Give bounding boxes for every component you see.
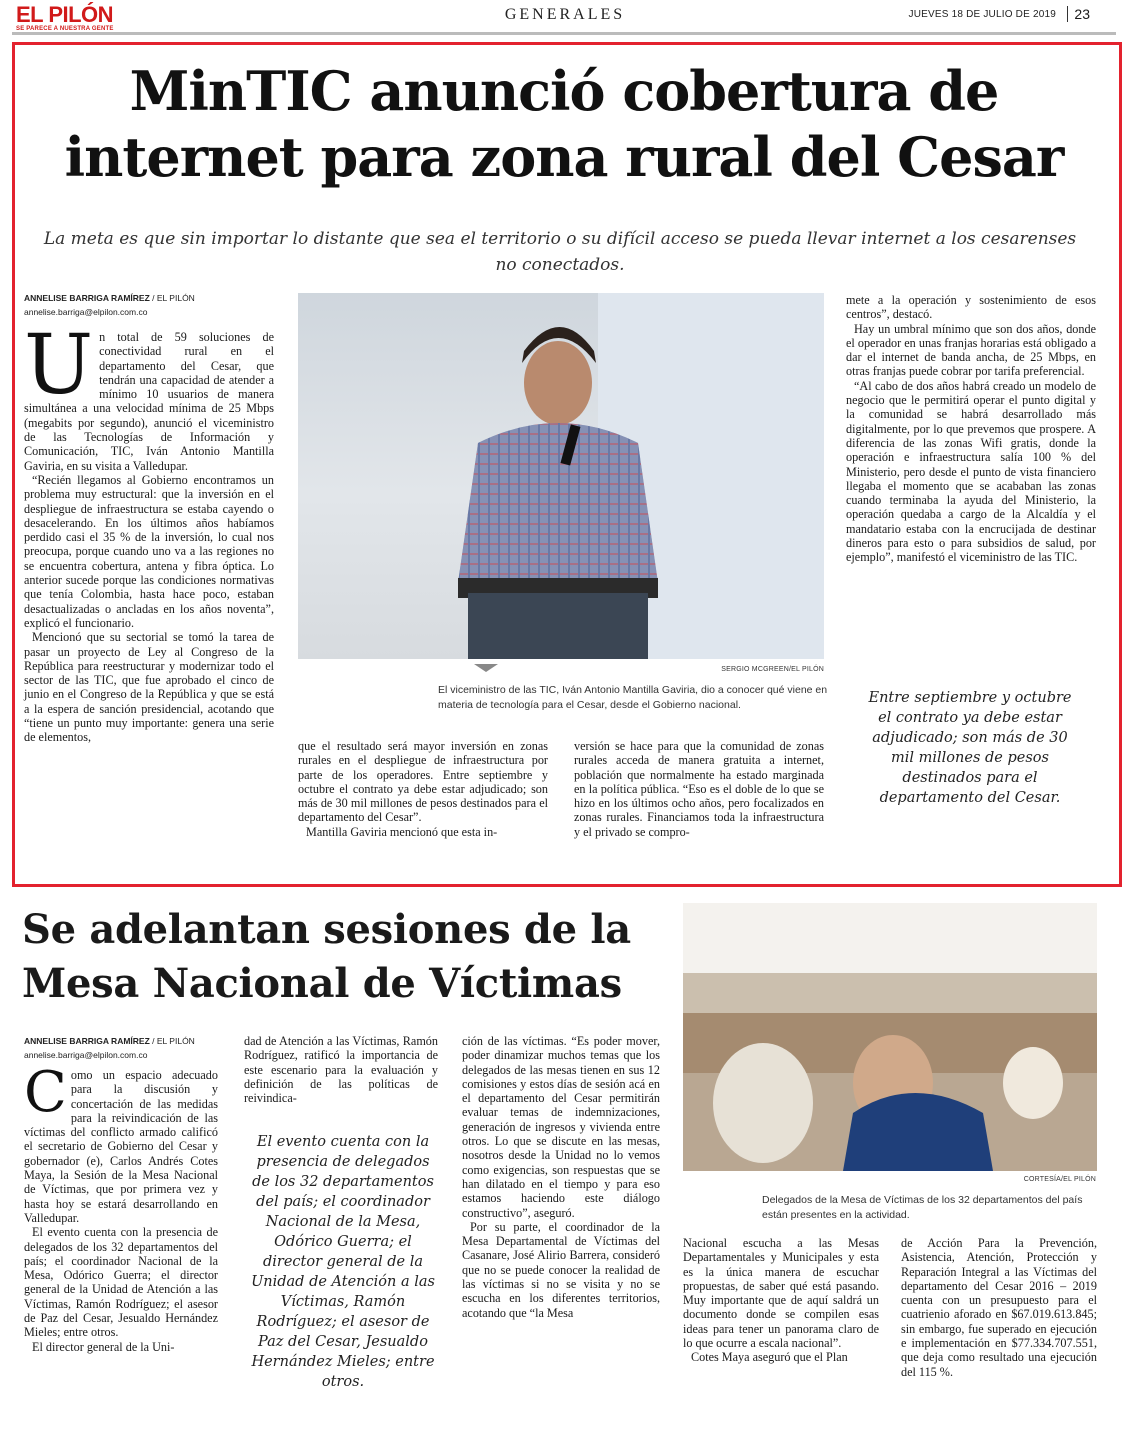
paragraph: Nacional escucha a las Mesas Departamentales y Municipales y esta es la única manera de escuchar propuestas, de saber qué está pasando. Muy importante que de aquí saldrá un documento donde se compilen esas ideas para tener un panorama claro de lo que ocurre a escala nacional”.: [683, 1236, 879, 1351]
paragraph: Por su parte, el coordinador de la Mesa Departamental de Víctimas del Casanare, José Alirio Barrera, consideró que no se puede conocer la realidad de las víctimas si no se visita y no se escucha en los diferentes territorios, acotando que “la Mesa: [462, 1219, 660, 1320]
paragraph: El director general de la Uni-: [32, 1339, 175, 1354]
article-2-caption: Delegados de la Mesa de Víctimas de los 32 departamentos del país están presentes en la actividad.: [762, 1194, 1083, 1221]
article-1-column-3: [574, 739, 824, 839]
paragraph: ción de las víctimas. “Es poder mover, poder dinamizar muchos temas que los delegados de las mesas tienen en sus 12 comisiones y estos días de sesión acá en el departamento del Cesar permitirán evaluar temas de indemnizaciones, generación de ingresos y vivienda entre otros. Lo que se discute en las mesas, nosotros desde la Unidad no lo vemos como exigencias, son respuestas que se han dilatado en el tiempo y para eso estamos haciendo este diálogo constructivo”, aseguró.: [462, 1034, 660, 1220]
article-2-column-5: [901, 1236, 1097, 1379]
article-1-photo-credit: SERGIO MCGREEN/EL PILÓN: [721, 666, 824, 673]
viceminister-photo-illustration: [298, 293, 824, 659]
article-2-photo-credit: CORTESÍA/EL PILÓN: [1023, 1176, 1096, 1183]
article-2-column-3: [462, 1034, 660, 1320]
article-2-column-1: [24, 1060, 218, 1354]
article-2-column-4: [683, 1236, 879, 1365]
paragraph: que el resultado será mayor inversión en zonas rurales en el despliegue de infraestructura por parte de los operadores. Entre septiembre y octubre el contrato ya debe estar adjudicado; son más de 30 mil millones de pesos destinados para el departamento del Cesar”.: [298, 739, 548, 825]
logo-text: EL PILÓN: [16, 2, 114, 27]
paragraph: Hay un umbral mínimo que son dos años, donde el operador en unas franjas horarias está obligado a dar el internet de banda ancha, de 25 Mbps, en otras franjas puede cobrar por tarifa preferencial.: [846, 321, 1096, 379]
issue-date: JUEVES 18 DE JULIO DE 2019: [908, 9, 1056, 20]
paragraph: Cotes Maya aseguró que el Plan: [691, 1350, 848, 1365]
paragraph: versión se hace para que la comunidad de zonas rurales acceda de manera gratuita a internet, población que normalmente ha estado marginada en la política pública. “Eso es el doble de lo que se hizo en los últimos ocho años, pero focalizados en zonas rurales. Financiamos toda la infraestructura y el privado se compro-: [574, 739, 824, 839]
byline-email: annelise.barriga@elpilon.com.co: [24, 307, 148, 317]
page-separator: [1067, 6, 1068, 22]
article-1-dek: La meta es que sin importar lo distante que sea el territorio o su difícil acceso se pueda llevar internet a los cesarenses no conectados.: [43, 229, 1077, 275]
paragraph: “Recién llegamos al Gobierno encontramos un problema muy estructural: que la inversión en el despliegue de infraestructura se estaba cayendo o desacelerando. En los últimos años habíamos perdido casi el 35 % de la inversión, lo cual nos preocupa, porque cuando uno va a las regiones no se encuentra cobertura, antena y fibra óptica. Lo anterior sucede porque las condiciones normativas que tenía Colombia, hasta hace poco, estaban desactualizadas o ancladas en los años noventa”, explicó el funcionario.: [24, 472, 274, 630]
article-1-headline: MinTIC anunció cobertura de internet para zona rural del Cesar: [64, 59, 1064, 189]
paragraph: Mencionó que su sectorial se tomó la tarea de pasar un proyecto de Ley al Congreso de la República para reestructurar y modernizar todo el sector de las TIC, que fue aprobado el cinco de junio en el Congreso de la República y que se está a la espera de sanción presidencial, acotando que “tiene un punto muy importante: genera una serie de elementos,: [24, 630, 274, 745]
byline-outlet: / EL PILÓN: [149, 1036, 195, 1046]
article-1-dropcap: U: [24, 318, 94, 413]
byline-email: annelise.barriga@elpilon.com.co: [24, 1050, 148, 1060]
article-1-column-1: [24, 318, 274, 745]
article-2-headline: Se adelantan sesiones de la Mesa Nacional de Víctimas: [22, 906, 631, 1007]
article-2-photo: [683, 903, 1097, 1171]
article-2-dropcap: C: [24, 1060, 67, 1125]
caption-pointer-icon: [474, 664, 498, 672]
paragraph: El evento cuenta con la presencia de delegados de los 32 departamentos del país; el coordinador Nacional de la Mesa, Odórico Guerra; el director general de la Unidad de Atención a las Víctimas, Ramón Rodríguez; el asesor de Paz del Cesar, Jesualdo Hernández Mieles; entre otros.: [24, 1225, 218, 1340]
paragraph: de Acción Para la Prevención, Asistencia, Atención, Protección y Reparación Integral a las Víctimas del departamento del Cesar 2016 – 2019 cuenta con un presupuesto para el cuatrienio aforado en $67.019.613.845; sin embargo, fue superado en ejecución e implementación en $77.334.707.551, que deja como resultado una ejecución del 115 %.: [901, 1236, 1097, 1379]
paragraph: dad de Atención a las Víctimas, Ramón Rodríguez, ratificó la importancia de este escenario para la evaluación y definición de las políticas de reivindica-: [244, 1034, 438, 1106]
article-1-column-4: [846, 293, 1096, 565]
article-1-pullquote: Entre septiembre y octubre el contrato ya debe estar adjudicado; son más de 30 mil millones de pesos destinados para el departamento del Cesar.: [868, 690, 1072, 806]
byline-author: ANNELISE BARRIGA RAMÍREZ: [24, 1036, 150, 1046]
paragraph: mete a la operación y sostenimiento de esos centros”, destacó.: [846, 293, 1096, 322]
logo-tagline: SE PARECE A NUESTRA GENTE: [16, 26, 114, 32]
section-name: GENERALES: [504, 6, 626, 23]
article-1-column-2: [298, 739, 548, 839]
paragraph: Mantilla Gaviria mencionó que esta in-: [306, 824, 498, 839]
page-number: 23: [1074, 6, 1090, 22]
byline-author: ANNELISE BARRIGA RAMÍREZ: [24, 293, 150, 303]
logo: [16, 4, 156, 32]
header-rule: [12, 32, 1116, 35]
paragraph: “Al cabo de dos años habrá creado un modelo de negocio que le permitirá operar el punto digital y la comunidad se habrá desarrollado más digitalmente, por lo que prevemos que prospere. A diferencia de las zonas Wifi gratis, donde la operación e infraestructura salía 100 % del Ministerio, pero desde el punto de vista financiero llegaba el momento que se acababan las zonas cuando terminaba la ayuda del Ministerio, la operación quedaba a cargo de la Alcaldía y el mandatario estaba con la encrucijada de destinar dineros para esto o para subsidios de salud, por ejemplo”, manifestó el viceministro de las TIC.: [846, 378, 1096, 565]
article-2-column-2: [244, 1034, 438, 1105]
article-1-photo: [298, 293, 824, 659]
paragraph: omo un espacio adecuado para la discusión y concertación de las medidas para la reivindicación de las víctimas del conflicto armado calificó el secretario de Gobierno del Cesar y gobernador (e), Carlos Andrés Cotes Maya, la Sesión de la Mesa Nacional de Víctimas, que por primera vez y hasta hoy se estará desarrollando en Valledupar.: [24, 1068, 218, 1225]
article-2-byline: [24, 1034, 244, 1062]
article-1-byline: [24, 291, 284, 319]
byline-outlet: / EL PILÓN: [149, 293, 195, 303]
paragraph: n total de 59 soluciones de conectividad rural en el departamento del Cesar, que tendrán una capacidad de atender a mínimo 10 usuarios de manera simultánea a una velocidad mínima de 25 Mbps (megabits por segundo), anunció el viceministro de las Tecnologías de Información y Comunicación, TIC, Iván Antonio Mantilla Gaviria, en su visita a Valledupar.: [24, 330, 274, 473]
article-2-pullquote: El evento cuenta con la presencia de delegados de los 32 departamentos del país; el coordinador Nacional de la Mesa, Odórico Guerra; el director general de la Unidad de Atención a las Víctimas, Ramón Rodríguez; el asesor de Paz del Cesar, Jesualdo Hernández Mieles; entre otros.: [251, 1134, 435, 1390]
victims-table-meeting-photo-illustration: [683, 903, 1097, 1171]
article-1-caption: El viceministro de las TIC, Iván Antonio Mantilla Gaviria, dio a conocer qué viene en materia de tecnología para el Cesar, desde el Gobierno nacional.: [438, 684, 828, 711]
